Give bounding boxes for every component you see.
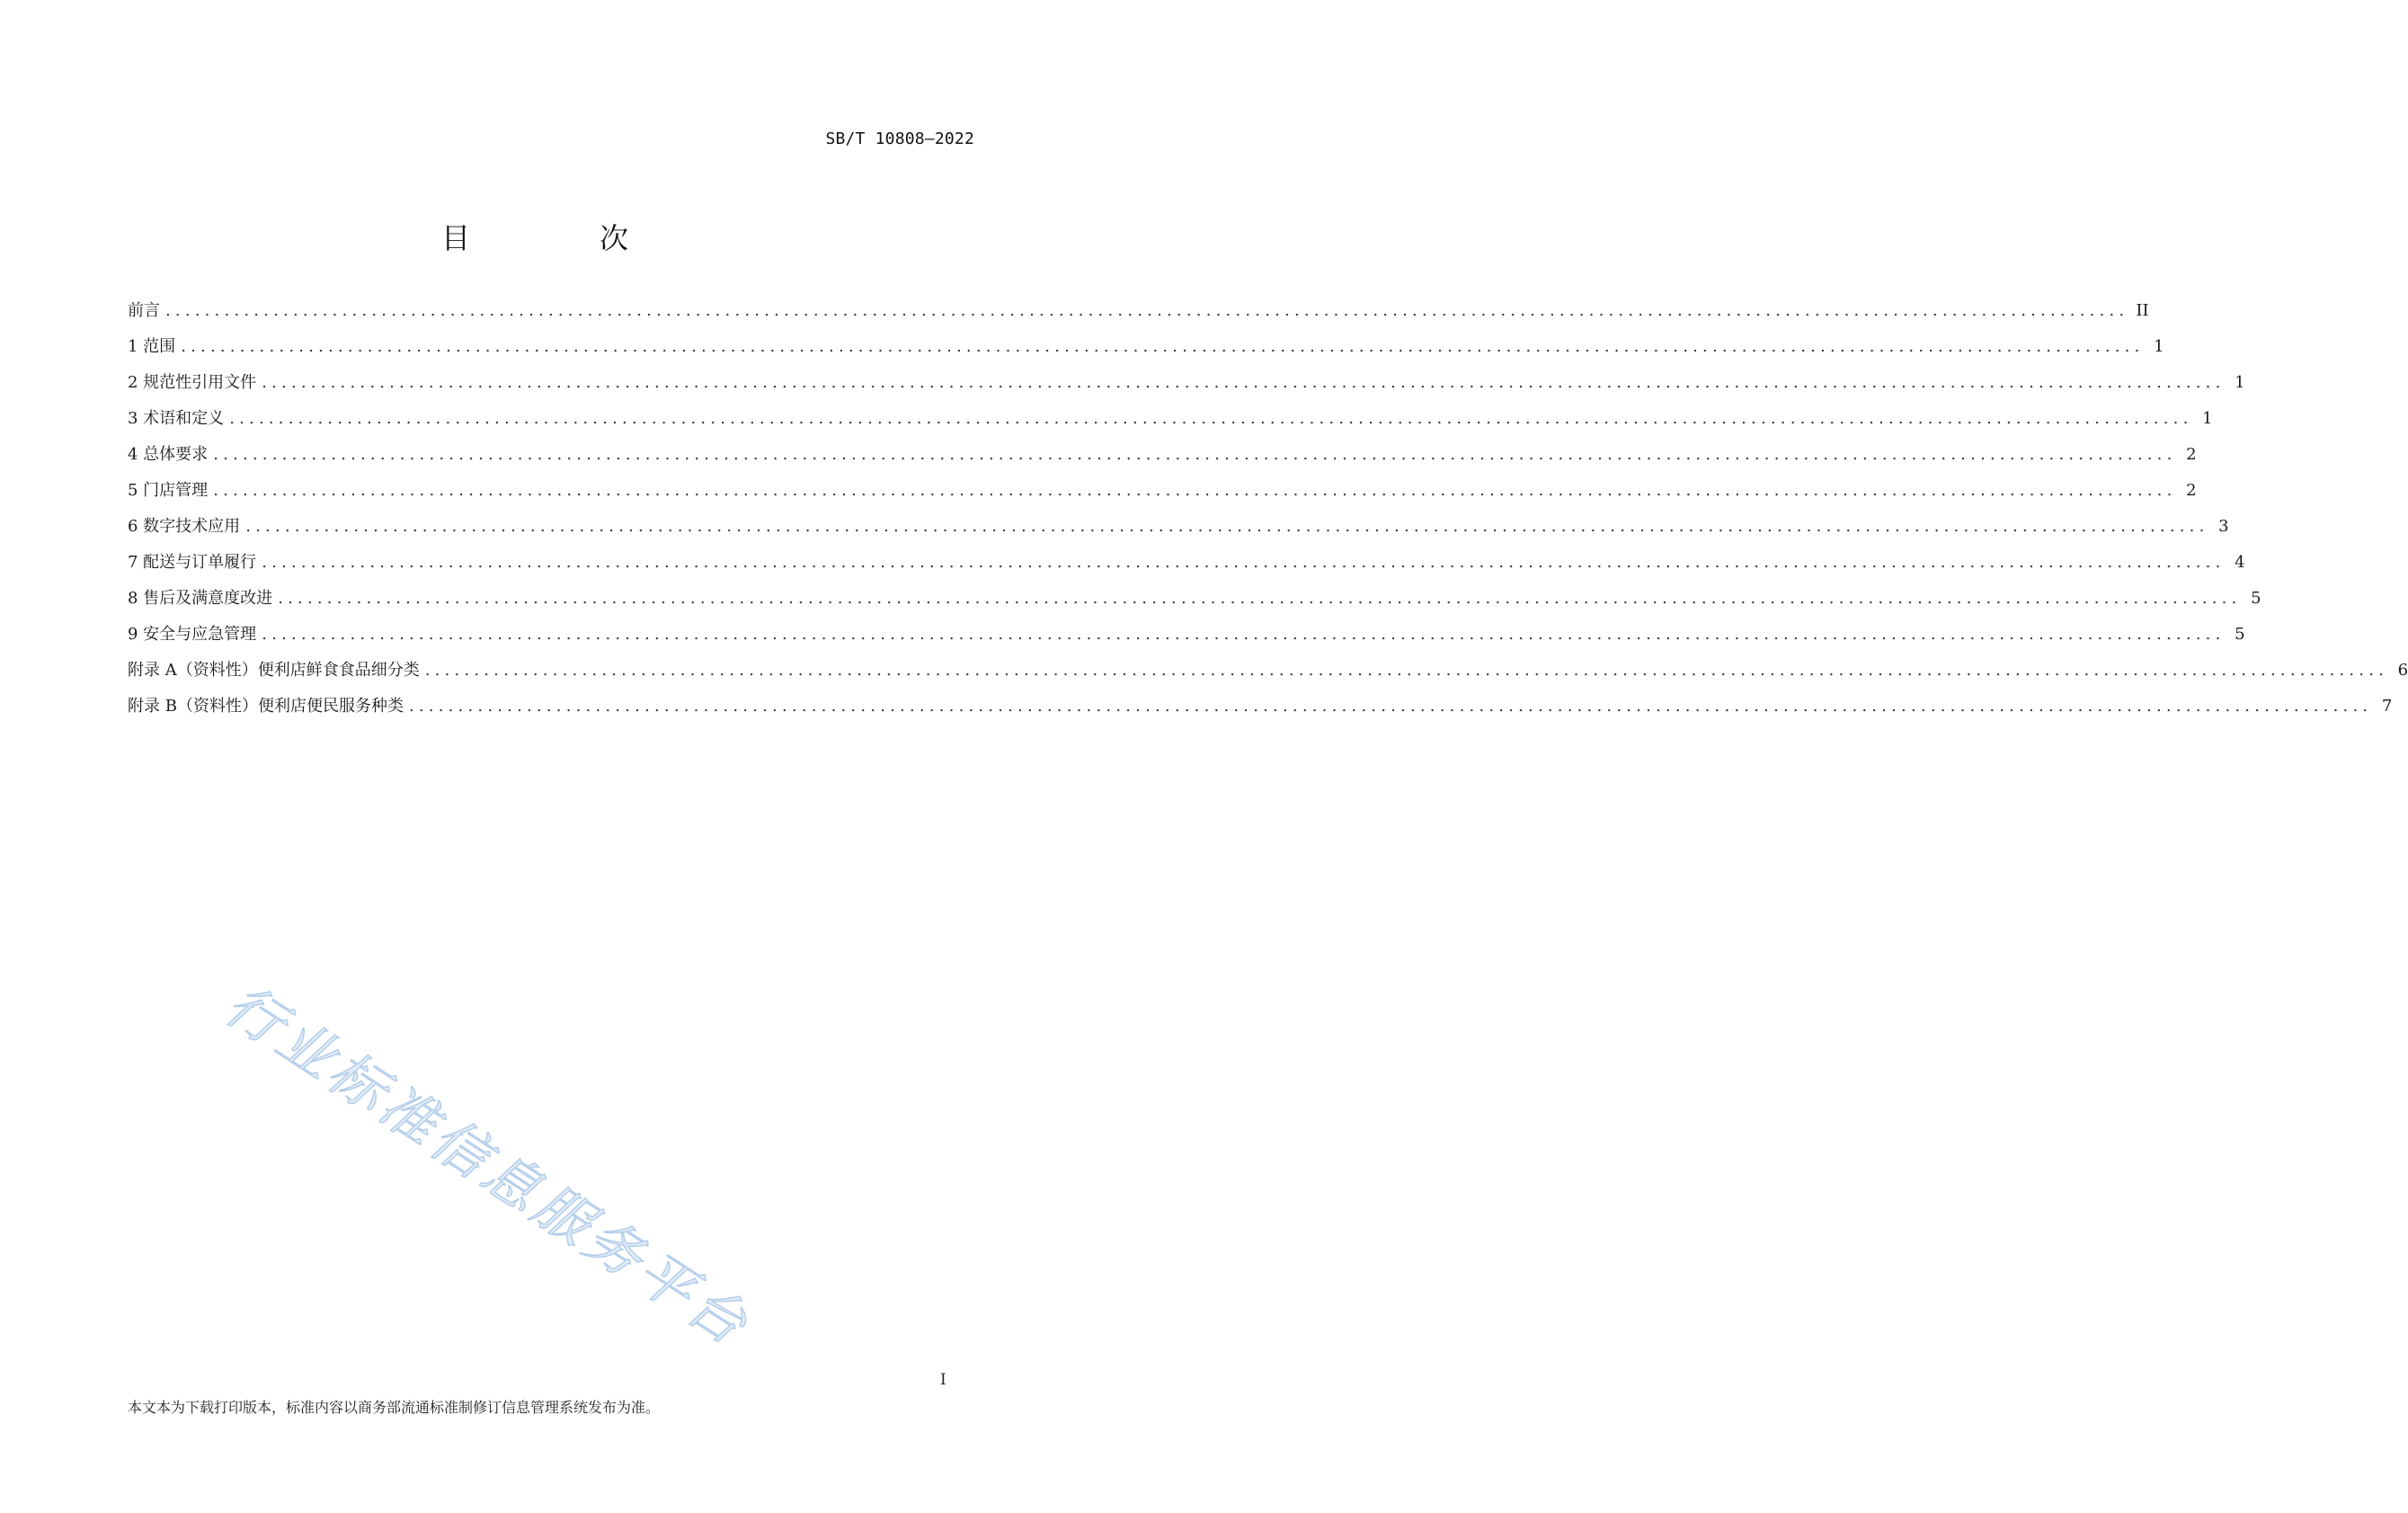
toc-dot-leader: ........................................................................................................................................................................................................ [278,589,2242,608]
toc-entry-label: 附录 B（资料性）便利店便民服务种类 [128,697,404,716]
toc-dot-leader: ........................................................................................................................................................................................................ [181,337,2145,356]
toc-dot-leader: ........................................................................................................................................................................................................ [229,409,2193,428]
page-number: I [940,1371,946,1389]
toc-entry-page: 5 [2251,589,2261,608]
toc-entry-normative-references[interactable] [128,365,2245,401]
toc-entry-page: 2 [2186,481,2197,500]
toc-entry-label: 3 术语和定义 [128,409,225,428]
toc-entry-page: 7 [2381,697,2393,716]
toc-entry-label: 前言 [128,301,160,320]
toc-dot-leader: ........................................................................................................................................................................................................ [262,625,2226,644]
toc-entry-page: 1 [2154,337,2164,356]
footer-note: 本文本为下载打印版本，标准内容以商务部流通标准制修订信息管理系统发布为准。 [128,1399,661,1416]
toc-dot-leader: ........................................................................................................................................................................................................ [408,697,2373,716]
toc-entry-label: 7 配送与订单履行 [128,553,257,572]
toc-entry-label: 4 总体要求 [128,445,209,464]
toc-entry-label: 9 安全与应急管理 [128,625,257,644]
toc-entry-page: 1 [2235,373,2245,392]
toc-entry-label: 附录 A（资料性）便利店鲜食食品细分类 [128,661,420,680]
standard-code: SB/T 10808—2022 [825,129,974,148]
page-title: 目 次 [440,221,679,255]
toc-entry-appendix-a[interactable] [128,653,2408,689]
toc-dot-leader: ........................................................................................................................................................................................................ [424,661,2389,680]
toc-entry-foreword[interactable] [128,293,2149,329]
toc-entry-page: 4 [2235,553,2245,572]
watermark: 行业标准信息服务平台 [214,971,763,1360]
toc-entry-label: 1 范围 [128,337,176,356]
toc-entry-digital-technology[interactable] [128,509,2229,545]
toc-dot-leader: ........................................................................................................................................................................................................ [262,373,2226,392]
toc-dot-leader: ........................................................................................................................................................................................................ [213,481,2177,500]
toc-entry-label: 2 规范性引用文件 [128,373,257,392]
toc-entry-appendix-b[interactable] [128,689,2393,725]
toc-entry-page: 3 [2218,517,2229,536]
toc-entry-label: 5 门店管理 [128,481,209,500]
toc-entry-terms-definitions[interactable] [128,401,2213,437]
toc-entry-label: 6 数字技术应用 [128,517,241,536]
table-of-contents [128,293,2408,725]
toc-entry-page: 5 [2235,625,2245,644]
toc-entry-general-requirements[interactable] [128,437,2197,473]
toc-dot-leader: ........................................................................................................................................................................................................ [213,445,2177,464]
toc-entry-page: 1 [2202,409,2213,428]
toc-dot-leader: ........................................................................................................................................................................................................ [262,553,2226,572]
toc-dot-leader: ........................................................................................................................................................................................................ [165,301,2129,320]
toc-entry-delivery-fulfillment[interactable] [128,545,2245,581]
toc-entry-page: 6 [2397,661,2408,680]
toc-entry-after-sales[interactable] [128,581,2261,617]
toc-entry-safety-emergency[interactable] [128,617,2245,653]
toc-dot-leader: ........................................................................................................................................................................................................ [245,517,2209,536]
toc-entry-label: 8 售后及满意度改进 [128,589,273,608]
toc-entry-scope[interactable] [128,329,2164,365]
toc-entry-store-management[interactable] [128,473,2197,509]
toc-entry-page: II [2136,301,2149,320]
toc-entry-page: 2 [2186,445,2197,464]
